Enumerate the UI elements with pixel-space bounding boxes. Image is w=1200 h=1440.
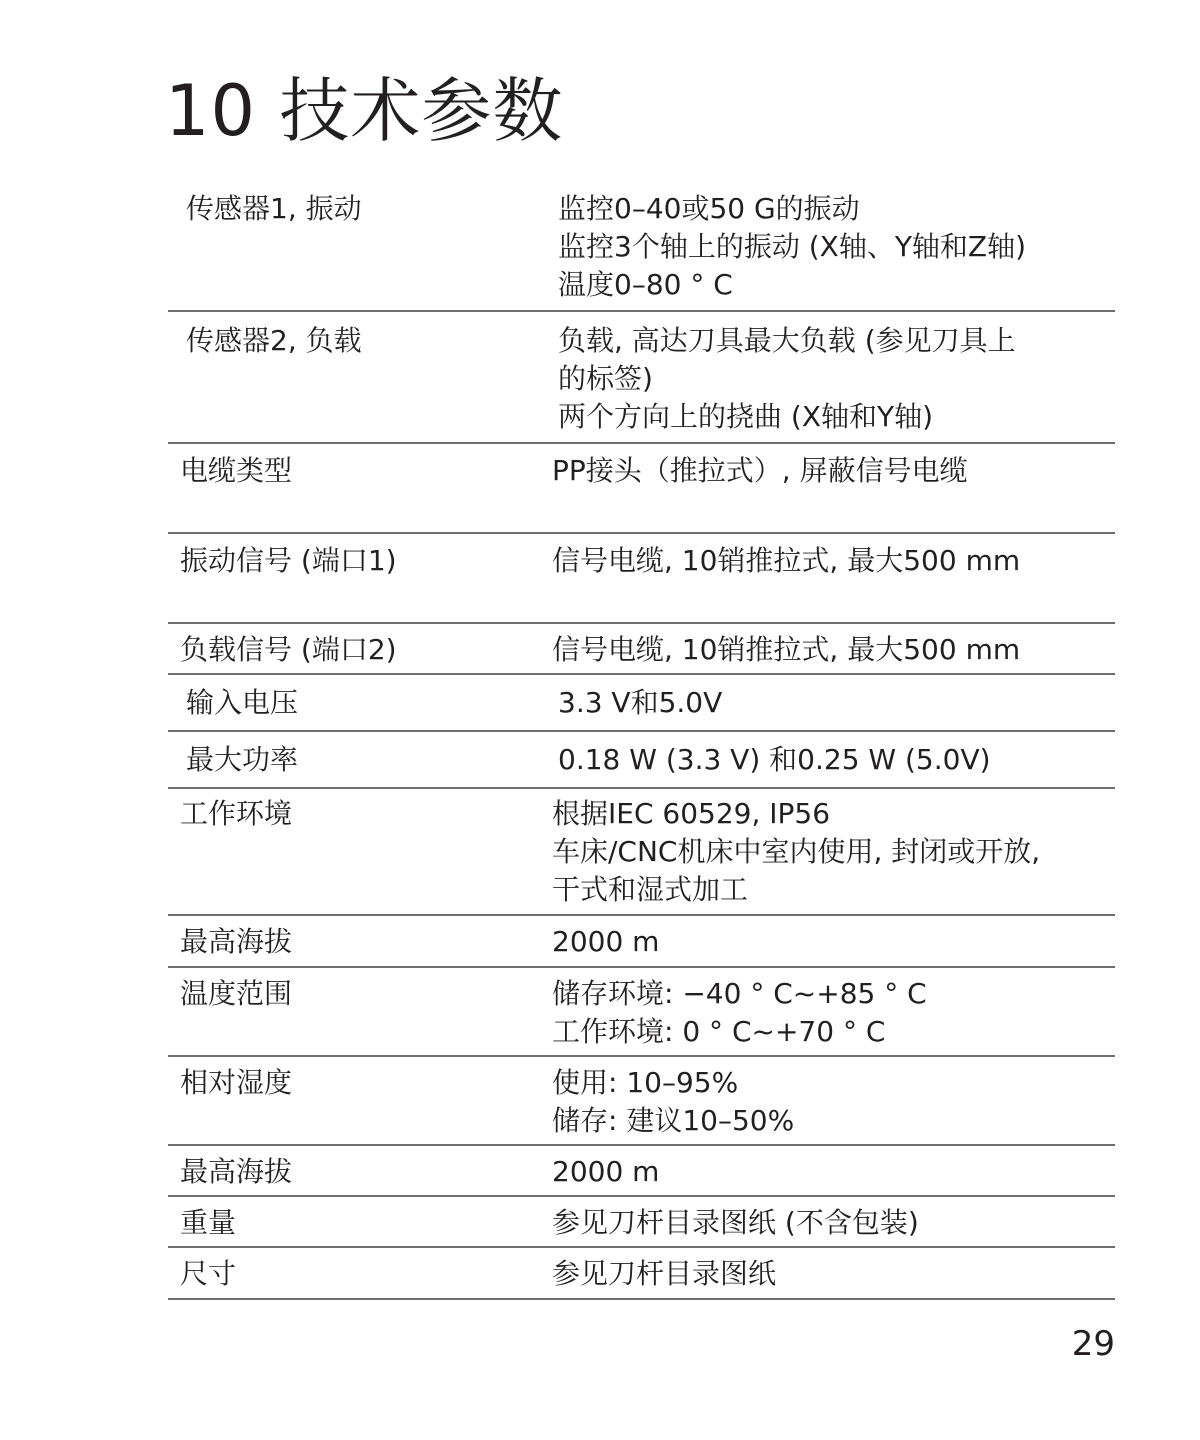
spec-row [168,312,1115,444]
spec-label: 温度范围 [180,977,293,1010]
spec-value [558,684,722,722]
spec-label: 工作环境 [180,797,293,830]
spec-value [552,1204,919,1242]
spec-value [552,1153,659,1191]
spec-value-line: 的标签) [558,362,653,395]
spec-row [168,1197,1115,1248]
spec-value [558,190,1026,304]
spec-label: 尺寸 [180,1257,237,1290]
spec-label: 传感器2, 负载 [186,324,362,357]
spec-value-line: 参见刀杆目录图纸 [552,1257,777,1290]
spec-row [168,732,1115,789]
spec-row [168,180,1115,312]
spec-value-line: 监控0–40或50 G的振动 [558,192,860,225]
spec-label: 传感器1, 振动 [186,192,362,225]
spec-value-line: PP接头（推拉式）, 屏蔽信号电缆 [552,454,968,487]
spec-row [168,916,1115,968]
spec-label: 输入电压 [186,686,299,719]
spec-value-line: 使用: 10–95% [552,1066,739,1099]
spec-value [552,1064,794,1140]
spec-row [168,1057,1115,1146]
spec-row [168,1146,1115,1197]
spec-row [168,624,1115,675]
spec-value-line: 工作环境: 0 ° C~+70 ° C [552,1015,886,1048]
spec-value-line: 储存: 建议10–50% [552,1104,795,1137]
spec-value-line: 车床/CNC机床中室内使用, 封闭或开放, [552,835,1041,868]
spec-label: 相对湿度 [180,1066,293,1099]
spec-value-line: 监控3个轴上的振动 (X轴、Y轴和Z轴) [558,230,1027,263]
spec-row [168,789,1115,916]
spec-value-line: 储存环境: −40 ° C~+85 ° C [552,977,927,1010]
spec-value [552,795,1040,909]
spec-table [168,180,1115,1300]
spec-value-line: 两个方向上的挠曲 (X轴和Y轴) [558,400,934,433]
spec-value-line: 温度0–80 ° C [558,268,733,301]
spec-value-line: 信号电缆, 10销推拉式, 最大500 mm [552,633,1021,666]
spec-value [558,322,1016,436]
spec-row [168,444,1115,534]
page-number: 29 [1071,1324,1115,1364]
spec-label: 负载信号 (端口2) [180,633,397,666]
spec-value-line: 2000 m [552,925,660,958]
spec-label: 最高海拔 [180,925,293,958]
spec-label: 最大功率 [186,743,299,776]
spec-row [168,534,1115,624]
spec-label: 电缆类型 [180,454,293,487]
spec-value-line: 2000 m [552,1155,660,1188]
spec-value-line: 0.18 W (3.3 V) 和0.25 W (5.0V) [558,743,991,776]
spec-value [552,1255,776,1293]
page-title: 10 技术参数 [165,70,564,152]
spec-value-line: 信号电缆, 10销推拉式, 最大500 mm [552,544,1021,577]
spec-value-line: 3.3 V和5.0V [558,686,723,719]
spec-value [552,542,1020,580]
spec-value-line: 根据IEC 60529, IP56 [552,797,831,830]
spec-label: 重量 [180,1206,237,1239]
spec-row [168,675,1115,732]
spec-label: 振动信号 (端口1) [180,544,397,577]
spec-value [552,631,1020,669]
spec-value [552,923,659,961]
spec-value [558,741,991,779]
spec-value [552,452,968,490]
spec-row [168,1248,1115,1300]
spec-value-line: 干式和湿式加工 [552,873,749,906]
spec-label: 最高海拔 [180,1155,293,1188]
spec-value-line: 参见刀杆目录图纸 (不含包装) [552,1206,919,1239]
spec-value-line: 负载, 高达刀具最大负载 (参见刀具上 [558,324,1016,357]
spec-value [552,975,927,1051]
spec-row [168,968,1115,1057]
